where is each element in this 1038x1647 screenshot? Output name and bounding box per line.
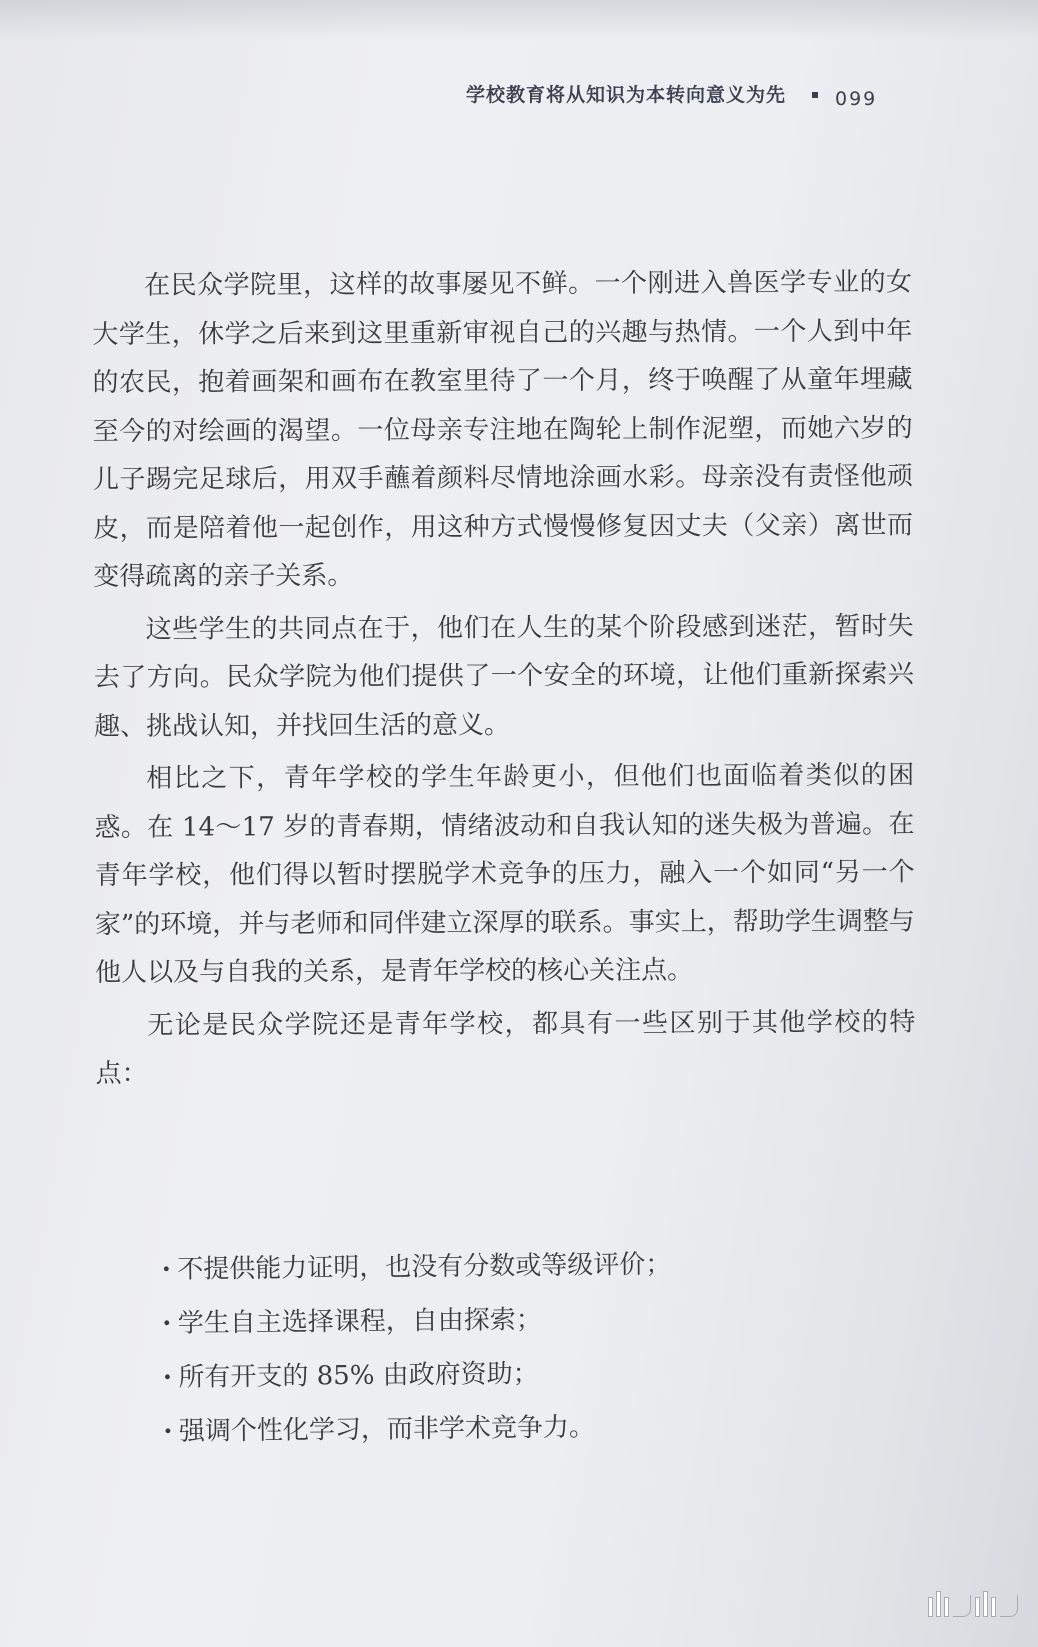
header-separator-dot: [812, 92, 818, 98]
watermark-bar: [983, 1591, 988, 1617]
list-item-text: 所有开支的 85% 由政府资助；: [178, 1358, 539, 1393]
page-top-shadow: [0, 0, 1038, 40]
watermark-hook: [1000, 1595, 1018, 1617]
paragraph-2: 这些学生的共同点在于，他们在人生的某个阶段感到迷茫，暂时失去了方向。民众学院为他们提供了一个安全的环境，让他们重新探索兴趣、挑战认知，并找回生活的意义。: [93, 610, 914, 742]
list-item-text: 强调个性化学习，而非学术竞争力。: [178, 1412, 596, 1447]
page-number: 099: [835, 88, 878, 110]
bullet: ·: [161, 1254, 171, 1285]
list-item: [157, 1400, 674, 1459]
watermark-hook: [953, 1595, 971, 1617]
list-item: [155, 1238, 672, 1297]
running-header: 学校教育将从知识为本转向意义为先: [466, 84, 787, 106]
watermark-bar: [928, 1597, 933, 1617]
watermark-bar: [936, 1591, 941, 1617]
list-item-text: 不提供能力证明，也没有分数或等级评价；: [177, 1249, 672, 1285]
paragraph-3: 相比之下，青年学校的学生年龄更小，但他们也面临着类似的困惑。在 14～17 岁的青春期，情绪波动和自我认知的迷失极为普遍。在青年学校，他们得以暂时摆脱学术竞争的压力，融入一个如同“另一个家”的环境，并与老师和同伴建立深厚的联系。事实上，帮助学生调整与他人以及与自我的关系，是青年学校的核心关注点。: [94, 760, 915, 988]
watermark-bar: [975, 1597, 980, 1617]
paragraph-4: 无论是民众学院还是青年学校，都具有一些区别于其他学校的特点：: [95, 1006, 916, 1089]
bullet: ·: [162, 1308, 172, 1339]
watermark-bar: [944, 1597, 949, 1617]
bullet: ·: [162, 1362, 173, 1393]
watermark-bars-right: [975, 1591, 996, 1617]
watermark-bar: [991, 1597, 996, 1617]
body-text: [92, 258, 916, 1098]
bullet: ·: [163, 1416, 173, 1447]
paragraph-1: 在民众学院里，这样的故事屡见不鲜。一个刚进入兽医学专业的女大学生，休学之后来到这里重新审视自己的兴趣与热情。一个人到中年的农民，抱着画架和画布在教室里待了一个月，终于唤醒了从童年埋藏至今的对绘画的渴望。一位母亲专注地在陶轮上制作泥塑，而她六岁的儿子踢完足球后，用双手蘸着颜料尽情地涂画水彩。母亲没有责怪他顽皮，而是陪着他一起创作，用这种方式慢慢修复因丈夫（父亲）离世而变得疏离的亲子关系。: [92, 267, 914, 592]
list-item: [156, 1292, 673, 1351]
list-item: [156, 1346, 673, 1405]
list-item-text: 学生自主选择课程，自由探索；: [177, 1304, 542, 1339]
watermark-bars-left: [928, 1591, 949, 1617]
platform-watermark-icon: [928, 1591, 1018, 1617]
features-list: [155, 1238, 673, 1459]
